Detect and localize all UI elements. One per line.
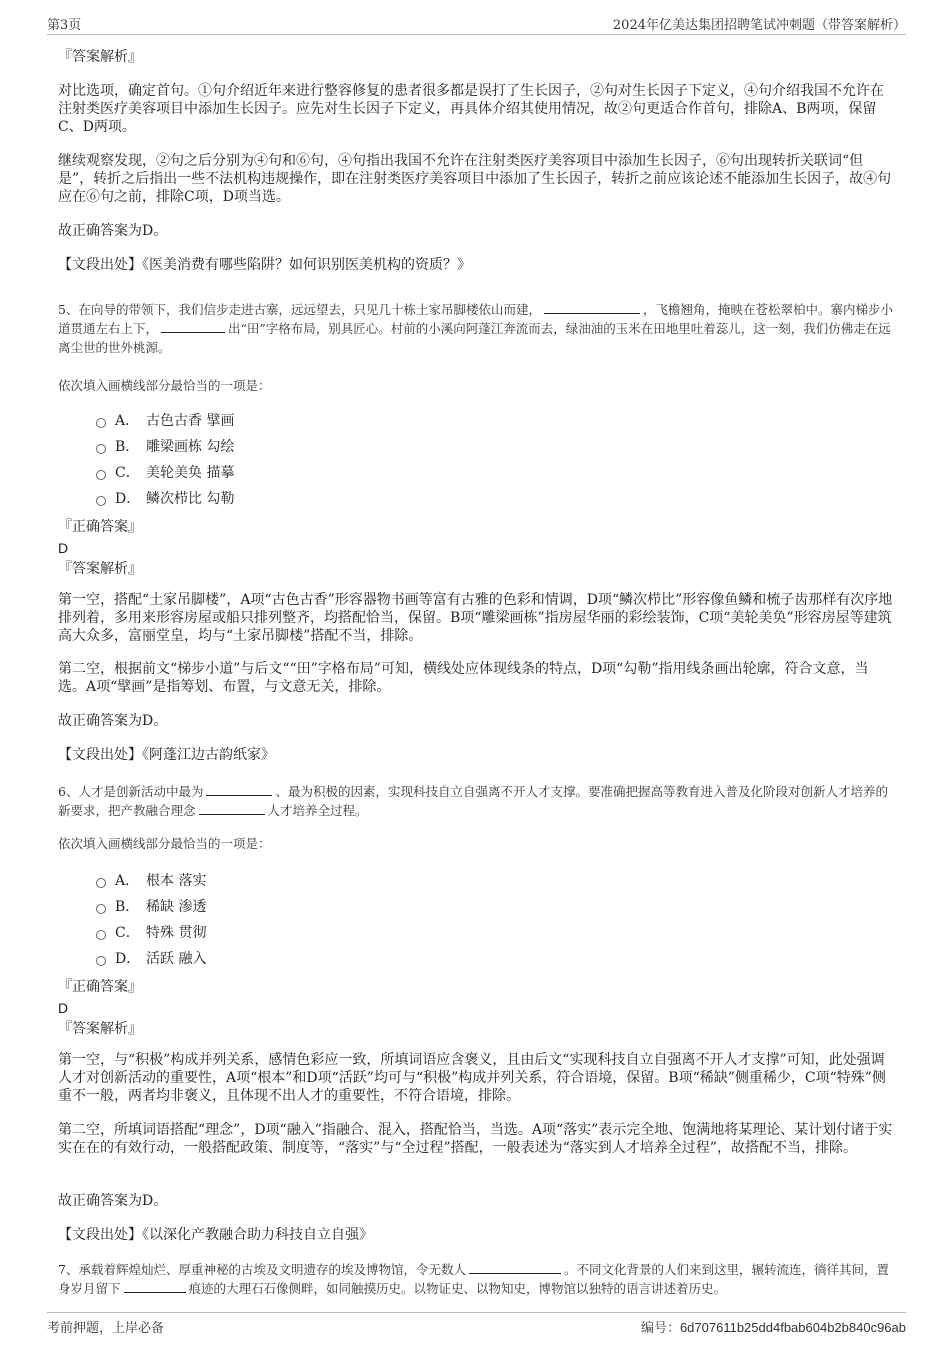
option-d[interactable]: D． 活跃 融入	[58, 946, 894, 972]
analysis-paragraph: 第一空，与“积极”构成并列关系，感情色彩应一致，所填词语应含褒义，且由后文“实现科技自立自强离不开人才支撑”可知，此处强调人才对创新活动的重要性，A项“根本”和D项“活跃”均可与“积极”构成并列关系，符合语境，保留。B项“稀缺”侧重稀少，C项“特殊”侧重不一般，两者均非褒义，且体现不出人才的重要性，不符合语境，排除。	[58, 1052, 886, 1104]
page-header	[47, 12, 906, 35]
fill-blank	[161, 320, 225, 333]
fill-blank	[544, 301, 640, 314]
radio-icon[interactable]	[96, 496, 106, 506]
question-stem: 5、在向导的带领下，我们信步走进古寨，远远望去，只见几十栋土家吊脚楼依山而建， ，飞檐翘角，掩映在苍松翠柏中。寨内梯步小道贯通左右上下， 出“田”字格布局，别具匠心。村前的小溪向阿蓬江奔流而去，绿油油的玉米在田地里吐着蕊儿，这一刻，我们仿佛走在远离尘世的世外桃源。	[58, 302, 893, 355]
answer-label: 『正确答案』	[58, 979, 142, 995]
option-c[interactable]: C． 特殊 贯彻	[58, 920, 894, 946]
conclusion: 故正确答案为D。	[58, 223, 168, 239]
option-a[interactable]: A． 古色古香 擘画	[58, 408, 894, 434]
analysis-label: 『答案解析』	[58, 49, 142, 65]
page-footer	[47, 1312, 906, 1336]
answer-value: D	[58, 1000, 69, 1016]
option-b[interactable]: B． 稀缺 渗透	[58, 894, 894, 920]
radio-icon[interactable]	[96, 444, 106, 454]
fill-blank	[469, 1261, 561, 1274]
radio-icon[interactable]	[96, 956, 106, 966]
option-c[interactable]: C． 美轮美奂 描摹	[58, 460, 894, 486]
radio-icon[interactable]	[96, 904, 106, 914]
document-code: 编号：6d707611b25dd4fbab604b2b840c96ab	[640, 1320, 906, 1335]
footer-motto: 考前押题，上岸必备	[47, 1321, 165, 1336]
source-citation: 【文段出处】《以深化产教融合助力科技自立自强》	[58, 1227, 373, 1243]
question-prompt: 依次填入画横线部分最恰当的一项是：	[58, 836, 271, 851]
analysis-paragraph: 第二空，所填词语搭配“理念”，D项“融入”指融合、混入，搭配恰当，当选。A项“落实”表示完全地、饱满地将某理论、某计划付诸于实实在在的有效行动，一般搭配政策、制度等，“落实”与“全过程”搭配，一般表述为“落实到人才培养全过程”，故搭配不当，排除。	[58, 1122, 893, 1156]
radio-icon[interactable]	[96, 418, 106, 428]
radio-icon[interactable]	[96, 930, 106, 940]
conclusion: 故正确答案为D。	[58, 1193, 168, 1209]
analysis-label: 『答案解析』	[58, 561, 142, 577]
conclusion: 故正确答案为D。	[58, 713, 168, 729]
analysis-paragraph: 对比选项，确定首句。①句介绍近年来进行整容修复的患者很多都是误打了生长因子，②句对生长因子下定义，④句介绍我国不允许在注射类医疗美容项目中添加生长因子。应先对生长因子下定义，再具体介绍其使用情况，故②句更适合作首句，排除A、B两项，保留C、D两项。	[58, 83, 884, 135]
radio-icon[interactable]	[96, 878, 106, 888]
question-stem: 7、承载着辉煌灿烂、厚重神秘的古埃及文明遗存的埃及博物馆，令无数人 。不同文化背景的人们来到这里，辗转流连，徜徉其间，置身岁月留下 痕迹的大理石石像侧畔，如同触摸历史。以物证史、以物知史，博物馆以独特的语言讲述着历史。	[58, 1262, 889, 1296]
source-citation: 【文段出处】《医美消费有哪些陷阱？如何识别医美机构的资质？》	[58, 257, 471, 273]
page-number: 第3页	[47, 18, 82, 33]
analysis-paragraph: 继续观察发现，②句之后分别为④句和⑥句，④句指出我国不允许在注射类医疗美容项目中添加生长因子，⑥句出现转折关联词“但是”，转折之后指出一些不法机构违规操作，即在注射类医疗美容项目中添加了生长因子，转折之前应该论述不能添加生长因子，故④句应在⑥句之前，排除C项，D项当选。	[58, 153, 892, 205]
analysis-label: 『答案解析』	[58, 1021, 142, 1037]
analysis-paragraph: 第一空，搭配“土家吊脚楼”，A项“古色古香”形容器物书画等富有古雅的色彩和情调，D项“鳞次栉比”形容像鱼鳞和梳子齿那样有次序地排列着，多用来形容房屋或船只排列整齐，均搭配恰当，保留。B项“雕梁画栋”指房屋华丽的彩绘装饰，C项“美轮美奂”形容房屋等建筑高大众多，富丽堂皇，均与“土家吊脚楼”搭配不当，排除。	[58, 592, 893, 644]
question-stem: 6、人才是创新活动中最为 、最为积极的因素，实现科技自立自强离不开人才支撑。要准确把握高等教育进入普及化阶段对创新人才培养的新要求，把产教融合理念 人才培养全过程。	[58, 784, 888, 818]
document-title: 2024年亿美达集团招聘笔试冲刺题（带答案解析）	[612, 18, 906, 33]
fill-blank	[124, 1280, 186, 1293]
answer-value: D	[58, 540, 69, 556]
fill-blank	[199, 802, 265, 815]
option-b[interactable]: B． 雕梁画栋 勾绘	[58, 434, 894, 460]
fill-blank	[206, 783, 272, 796]
option-a[interactable]: A． 根本 落实	[58, 868, 894, 894]
option-d[interactable]: D． 鳞次栉比 勾勒	[58, 486, 894, 512]
question-prompt: 依次填入画横线部分最恰当的一项是：	[58, 378, 271, 393]
radio-icon[interactable]	[96, 470, 106, 480]
answer-label: 『正确答案』	[58, 519, 142, 535]
analysis-paragraph: 第二空，根据前文“梯步小道”与后文““田”字格布局”可知，横线处应体现线条的特点，D项“勾勒”指用线条画出轮廓，符合文意，当选。A项“擘画”是指筹划、布置，与文意无关，排除。	[58, 661, 869, 695]
source-citation: 【文段出处】《阿蓬江边古韵纸家》	[58, 747, 275, 763]
